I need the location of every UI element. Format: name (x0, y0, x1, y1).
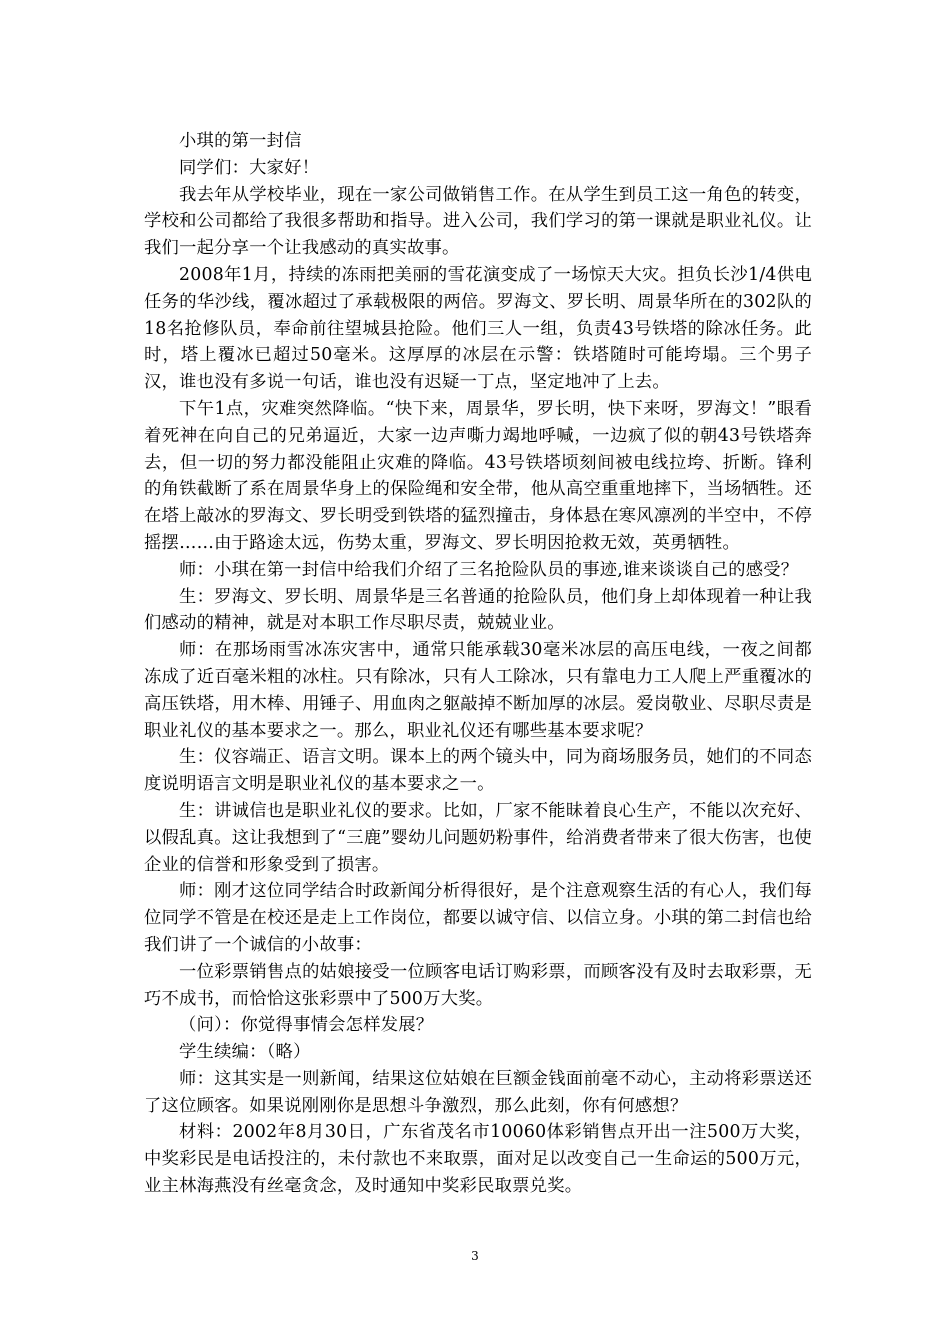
body-paragraph: 2008年1月，持续的冻雨把美丽的雪花演变成了一场惊天大灾。担负长沙1/4供电任务的华沙线，覆冰超过了承载极限的两倍。罗海文、罗长明、周景华所在的302队的18名抢修队员，奉命前往望城县抢险。他们三人一组，负责43号铁塔的除冰任务。此时，塔上覆冰已超过50毫米。这厚厚的冰层在示警：铁塔随时可能垮塌。三个男子汉，谁也没有多说一句话，谁也没有迟疑一丁点，坚定地冲了上去。 (144, 264, 812, 393)
material-paragraph: 材料：2002年8月30日，广东省茂名市10060体彩销售点开出一注500万大奖，中奖彩民是电话投注的，未付款也不来取票，面对足以改变自己一生命运的500万元，业主林海燕没有丝毫贪念，及时通知中奖彩民取票兑奖。 (144, 1122, 812, 1197)
greeting: 同学们：大家好！ (179, 157, 320, 178)
story-paragraph: 一位彩票销售点的姑娘接受一位顾客电话订购彩票，而顾客没有及时去取彩票，无巧不成书，而恰恰这张彩票中了500万大奖。 (144, 961, 812, 1009)
dialogue-paragraph: 师：刚才这位同学结合时政新闻分析得很好，是个注意观察生活的有心人，我们每位同学不管是在校还是走上工作岗位，都要以诚守信、以信立身。小琪的第二封信也给我们讲了一个诚信的小故事： (144, 881, 812, 955)
body-paragraph: 我去年从学校毕业，现在一家公司做销售工作。在从学生到员工这一角色的转变，学校和公司都给了我很多帮助和指导。进入公司，我们学习的第一课就是职业礼仪。让我们一起分享一个让我感动的真实故事。 (144, 184, 812, 259)
dialogue-paragraph: 生：讲诚信也是职业礼仪的要求。比如，厂家不能昧着良心生产，不能以次充好、以假乱真。这让我想到了“三鹿”婴幼儿问题奶粉事件，给消费者带来了很大伤害，也使企业的信誉和形象受到了损害。 (144, 800, 812, 875)
page-number: 3 (471, 1249, 479, 1263)
student-continuation: 学生续编：（略） (179, 1042, 311, 1063)
dialogue-paragraph: 生：仪容端正、语言文明。课本上的两个镜头中，同为商场服务员，她们的不同态度说明语言文明是职业礼仪的基本要求之一。 (144, 747, 812, 795)
letter-title: 小琪的第一封信 (179, 131, 302, 151)
dialogue-paragraph: 师：这其实是一则新闻，结果这位姑娘在巨额金钱面前毫不动心，主动将彩票送还了这位顾客。如果说刚刚你是思想斗争激烈，那么此刻，你有何感想？ (144, 1068, 812, 1116)
dialogue-paragraph: 生：罗海文、罗长明、周景华是三名普通的抢险队员，他们身上却体现着一种让我们感动的精神，就是对本职工作尽职尽责，兢兢业业。 (144, 586, 812, 634)
question-paragraph: （问）：你觉得事情会怎样发展？ (179, 1015, 434, 1036)
dialogue-paragraph: 师：在那场雨雪冰冻灾害中，通常只能承载30毫米冰层的高压电线，一夜之间都冻成了近百毫米粗的冰柱。只有除冰，只有人工除冰，只有靠电力工人爬上严重覆冰的高压铁塔，用木棒、用锤子、用血肉之躯敲掉不断加厚的冰层。爱岗敬业、尽职尽责是职业礼仪的基本要求之一。那么，职业礼仪还有哪些基本要求呢？ (144, 640, 812, 741)
body-paragraph: 下午1点，灾难突然降临。“快下来，周景华，罗长明，快下来呀，罗海文！”眼看着死神在向自己的兄弟逼近，大家一边声嘶力竭地呼喊，一边疯了似的朝43号铁塔奔去，但一切的努力都没能阻止灾难的降临。43号铁塔顷刻间被电线拉垮、折断。锋利的角铁截断了系在周景华身上的保险绳和安全带，他从高空重重地摔下，当场牺牲。还在塔上敲冰的罗海文、罗长明受到铁塔的猛烈撞击，身体悬在寒风凛冽的半空中，不停摇摆……由于路途太远，伤势太重，罗海文、罗长明因抢救无效，英勇牺牲。 (144, 398, 812, 553)
dialogue-paragraph: 师：小琪在第一封信中给我们介绍了三名抢险队员的事迹,谁来谈谈自己的感受？ (179, 559, 799, 580)
document-page (144, 128, 812, 1200)
